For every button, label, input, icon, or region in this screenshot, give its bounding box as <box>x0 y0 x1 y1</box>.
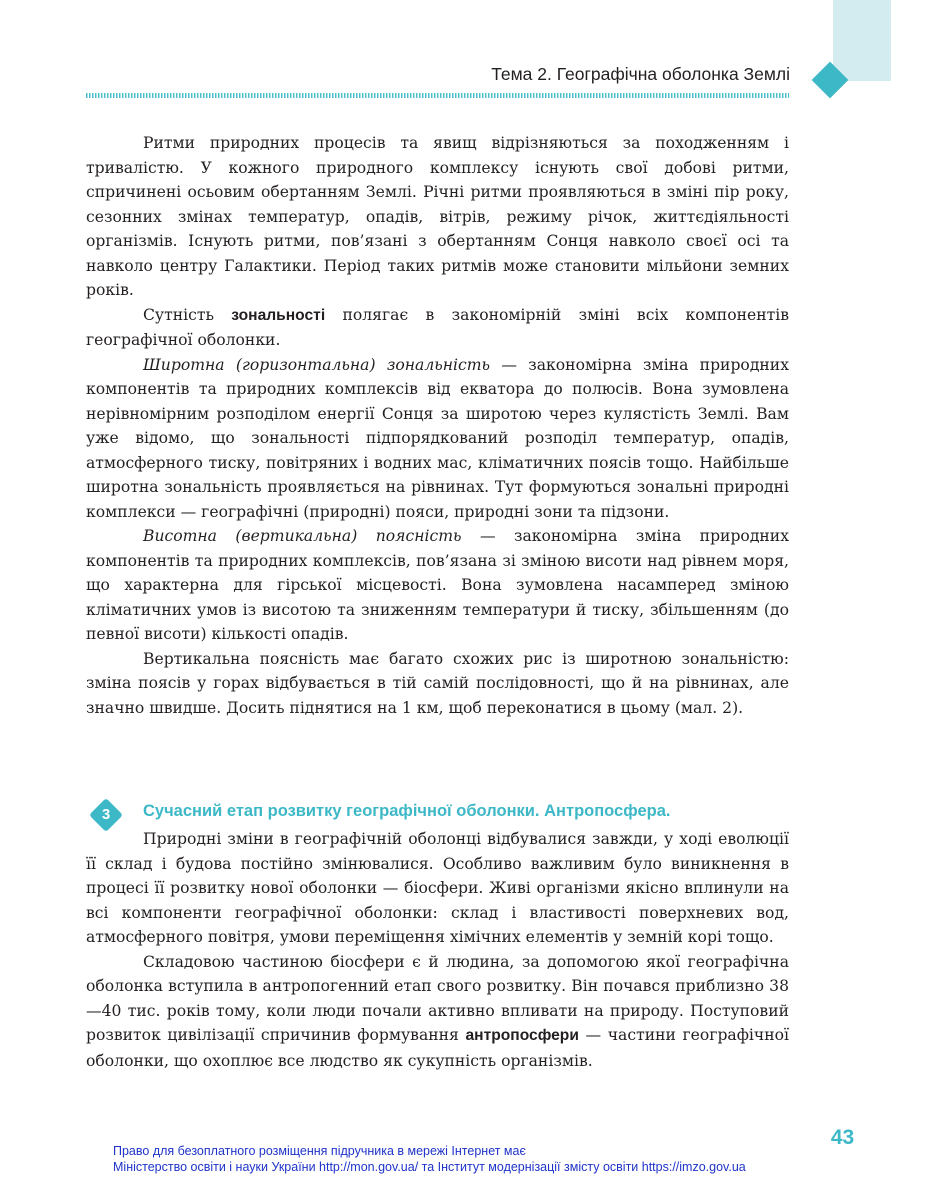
footer-line-2: Міністерство освіти і науки України http://mon.gov.ua/ та Інститут модернізації змісту освіти https://imzo.gov.ua <box>113 1159 746 1174</box>
header-dotted-rule <box>86 93 789 98</box>
term-anthroposphere: антропосфери <box>465 1027 579 1044</box>
page-header-title: Тема 2. Географічна оболонка Землі <box>491 64 790 84</box>
term-altitudinal-zonation: Висотна (вертикальна) поясність <box>143 527 462 545</box>
corner-tab <box>833 0 891 81</box>
paragraph-text: Складовою частиною біосфери є й людина, за допомогою якої географічна оболонка вступила в антропогенний етап свого розвитку. Він почався приблизно 38—40 тис. років тому, коли люди почали активно впливати на природу. Поступовий розвиток цивілізації спричинив формування <box>86 952 789 1044</box>
paragraph-altitudinal-zonation <box>86 524 789 647</box>
main-text <box>86 131 789 720</box>
paragraph-natural-changes: Природні зміни в географічній оболонці відбувалися завжди, у ході еволюції її склад і будова постійно змінювалися. Особливо важливим було виникнення в процесі її розвитку нової оболонки — біосфери. Живі організми якісно вплинули на всі компоненти географічної оболонки: склад і властивості поверхневих вод, атмосферного повітря, умови переміщення хімічних елементів у земній корі тощо. <box>86 830 789 946</box>
paragraph-vertical-zonation: Вертикальна поясність має багато схожих рис із широтною зональністю: зміна поясів у горах відбувається в тій самій послідовності, що й на рівнинах, але значно швидше. Досить піднятися на 1 км, щоб переконатися в цьому (мал. 2). <box>86 649 789 717</box>
paragraph-text: Сутність <box>143 305 232 324</box>
page-number: 43 <box>830 1126 855 1149</box>
footer-license-note <box>113 1144 873 1175</box>
paragraph-text: — частини географічної оболонки, що охоплює все людство як сукупність організмів. <box>86 1026 790 1070</box>
paragraph-anthroposphere <box>86 950 789 1074</box>
section-number: 3 <box>101 806 111 823</box>
paragraph-latitudinal-zonality <box>86 353 789 525</box>
term-zonality: зональності <box>231 306 326 324</box>
term-latitudinal-zonality: Широтна (горизонтальна) зональність <box>143 355 491 374</box>
section-heading: Сучасний етап розвитку географічної оболонки. Антропосфера. <box>143 802 671 820</box>
paragraph-text: — закономірна зміна природних компонентів та природних комплексів від екватора до полюсів. Вона зумовлена нерівномірним розподілом енергії Сонця за широтою через кулястість Землі. Вам уже відомо, що зональності підпорядкований розподіл температур, опадів, атмосферного тиску, повітряних і водних мас, кліматичних поясів тощо. Найбільше широтна зональність проявляється на рівнинах. Тут формуються зональні природні комплекси — географічні (природні) пояси, природні зони та підзони. <box>86 355 789 521</box>
paragraph-text: — закономірна зміна природних компонентів та природних комплексів, пов’язана зі зміною висоти над рівнем моря, що характерна для гірської місцевості. Вона зумовлена насамперед зміною кліматичних умов із висотою та зниженням температури й тиску, збільшенням (до певної висоти) кількості опадів. <box>86 527 789 643</box>
section-text <box>86 827 789 1073</box>
footer-line-1: Право для безоплатного розміщення підручника в мережі Інтернет має <box>113 1144 526 1158</box>
paragraph-zonality <box>86 303 789 353</box>
paragraph-rhythms: Ритми природних процесів та явищ відрізняються за походженням і тривалістю. У кожного природного комплексу існують свої добові ритми, спричинені осьовим обертанням Землі. Річні ритми проявляються в зміні пір року, сезонних змінах температур, опадів, вітрів, режиму річок, життєдіяльності організмів. Існують ритми, пов’язані з обертанням Сонця навколо своєї осі та навколо центру Галактики. Період таких ритмів може становити мільйони земних років. <box>86 134 789 299</box>
paragraph-text: полягає в закономірній зміні всіх компонентів географічної оболонки. <box>86 305 789 349</box>
